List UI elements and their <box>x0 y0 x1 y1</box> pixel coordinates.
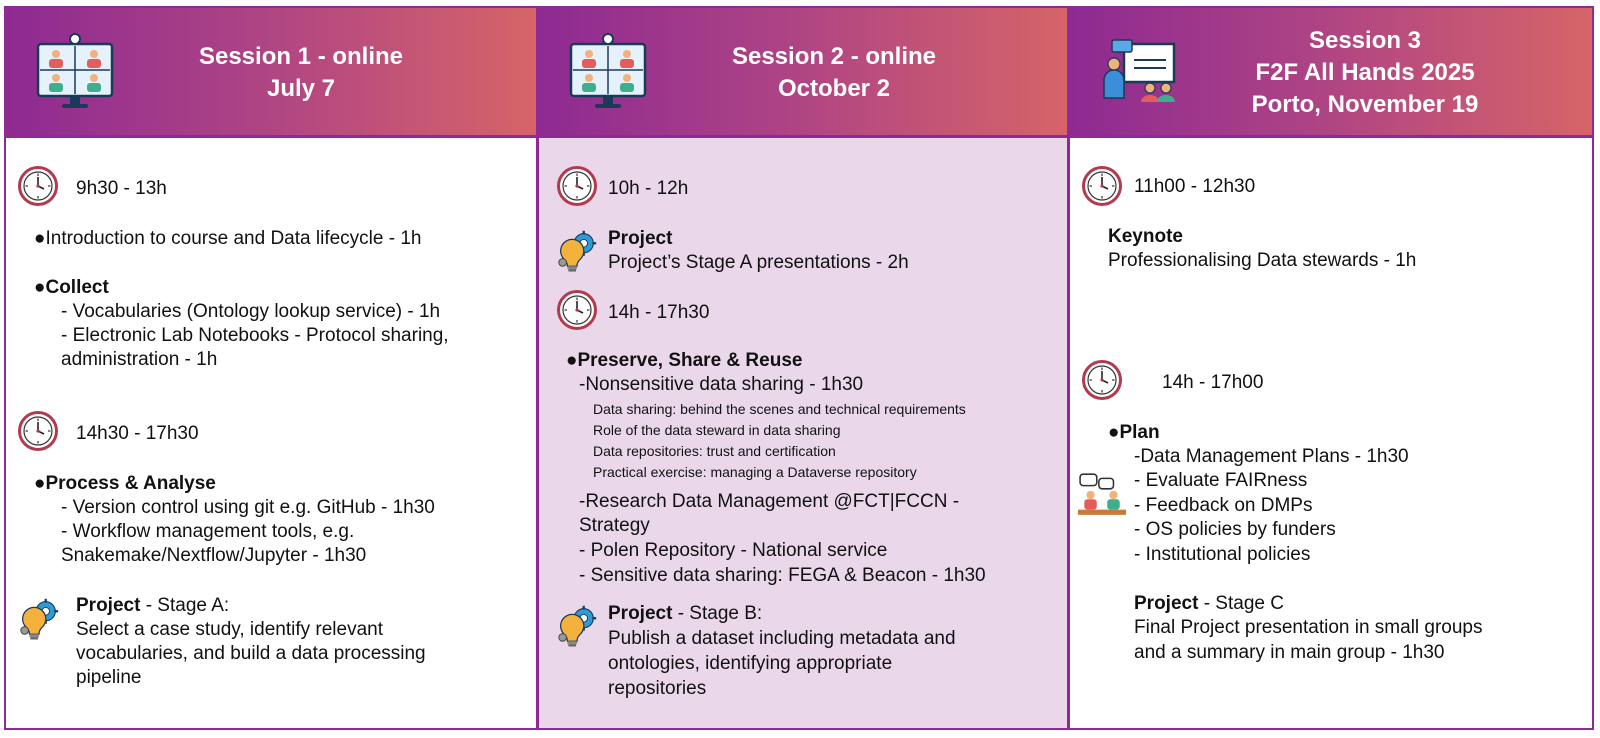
session3-keynote-line: Professionalising Data stewards - 1h <box>1108 250 1417 271</box>
clock-icon <box>557 166 597 206</box>
list-item: - Workflow management tools, e.g. <box>61 521 355 542</box>
session1-process-heading: ●Process & Analyse <box>34 473 216 494</box>
session3-keynote-label: Keynote <box>1108 226 1183 247</box>
session3-project-line: and a summary in main group - 1h30 <box>1134 642 1445 663</box>
session2-header <box>539 8 1067 138</box>
session1-project-line: pipeline <box>76 667 142 688</box>
clock-icon <box>557 290 597 330</box>
clock-icon <box>18 166 58 206</box>
sub-list-item: Role of the data steward in data sharing <box>593 422 841 438</box>
session3-title: Session 3 F2F All Hands 2025 Porto, November 19 <box>1251 27 1479 118</box>
session3-column <box>1070 8 1592 728</box>
video-conference-icon <box>567 32 649 112</box>
session2-project1-line: Project’s Stage A presentations - 2h <box>608 252 909 273</box>
session3-project-line: Final Project presentation in small groups <box>1134 617 1483 638</box>
project-idea-icon <box>554 226 600 272</box>
list-item: -Nonsensitive data sharing - 1h30 <box>579 374 864 395</box>
list-item: Strategy <box>579 515 650 536</box>
session3-time-morning: 11h00 - 12h30 <box>1134 176 1256 197</box>
group-discussion-icon <box>1078 472 1126 516</box>
session2-project2-line: Publish a dataset including metadata and <box>608 628 956 649</box>
session3-project-title: Project - Stage C <box>1134 593 1284 614</box>
list-item: -Research Data Management @FCT|FCCN - <box>579 491 960 512</box>
session1-time-afternoon: 14h30 - 17h30 <box>76 423 199 444</box>
session2-project1-label: Project <box>608 228 673 249</box>
clock-icon <box>1082 360 1122 400</box>
session1-project-line: Select a case study, identify relevant <box>76 619 383 640</box>
list-item: - Vocabularies (Ontology lookup service) - 1h <box>61 301 441 322</box>
session2-preserve-heading: ●Preserve, Share & Reuse <box>566 350 803 371</box>
list-item: administration - 1h <box>61 349 218 370</box>
sub-list-item: Practical exercise: managing a Dataverse repository <box>593 464 917 480</box>
session2-project2-line: repositories <box>608 678 707 699</box>
list-item: - Electronic Lab Notebooks - Protocol sharing, <box>61 325 449 346</box>
session1-time-morning: 9h30 - 13h <box>76 178 167 199</box>
session1-title: Session 1 - online July 7 <box>198 43 404 102</box>
sub-list-item: Data sharing: behind the scenes and technical requirements <box>593 401 966 417</box>
list-item: - Feedback on DMPs <box>1134 495 1313 516</box>
video-conference-icon <box>34 32 116 112</box>
session2-time-morning: 10h - 12h <box>608 178 689 199</box>
session2-project2-title: Project - Stage B: <box>608 603 763 624</box>
session2-title: Session 2 - online October 2 <box>731 43 937 102</box>
list-item: - Version control using git e.g. GitHub - 1h30 <box>61 497 435 518</box>
list-item: - Institutional policies <box>1134 544 1311 565</box>
presenter-icon <box>1098 38 1178 106</box>
session1-project-line: vocabularies, and build a data processing <box>76 643 426 664</box>
session3-header <box>1070 8 1592 138</box>
session3-time-afternoon: 14h - 17h00 <box>1162 372 1264 393</box>
session1-intro: ●Introduction to course and Data lifecycle - 1h <box>34 228 422 249</box>
session1-collect-heading: ●Collect <box>34 277 109 298</box>
session2-column <box>539 8 1070 728</box>
list-item: - OS policies by funders <box>1134 519 1336 540</box>
training-schedule <box>4 6 1594 730</box>
session1-project-title: Project - Stage A: <box>76 595 230 616</box>
project-idea-icon <box>16 594 62 640</box>
list-item: -Data Management Plans - 1h30 <box>1134 446 1409 467</box>
sub-list-item: Data repositories: trust and certification <box>593 443 836 459</box>
list-item: - Sensitive data sharing: FEGA & Beacon - 1h30 <box>579 565 986 586</box>
clock-icon <box>18 411 58 451</box>
list-item: Snakemake/Nextflow/Jupyter - 1h30 <box>61 545 367 566</box>
session2-time-afternoon: 14h - 17h30 <box>608 302 710 323</box>
session1-column <box>6 8 539 728</box>
list-item: - Polen Repository - National service <box>579 540 888 561</box>
session3-plan-heading: ●Plan <box>1108 422 1160 443</box>
list-item: - Evaluate FAIRness <box>1134 470 1308 491</box>
session1-header <box>6 8 536 138</box>
clock-icon <box>1082 166 1122 206</box>
session2-project2-line: ontologies, identifying appropriate <box>608 653 893 674</box>
project-idea-icon <box>554 601 600 647</box>
